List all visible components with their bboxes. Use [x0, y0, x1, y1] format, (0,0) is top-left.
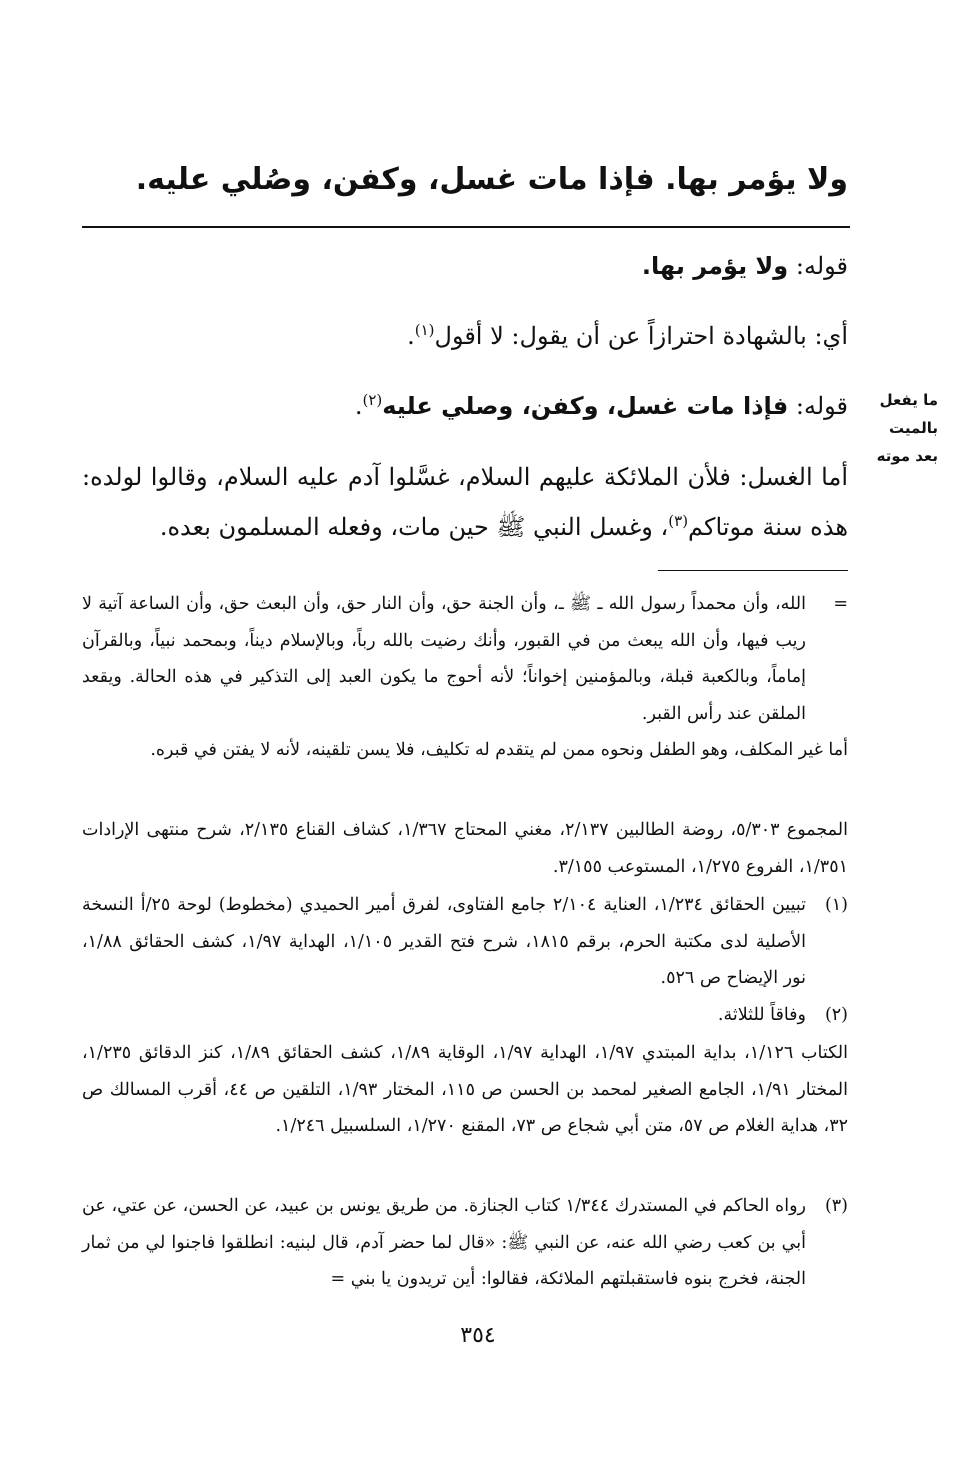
- commentary-line-2: [82, 316, 848, 356]
- footnote-3-text: رواه الحاكم في المستدرك ١/٣٤٤ كتاب الجنازة. من طريق يونس بن عبيد، عن الحسن، عن عتي، عن أبي بن كعب رضي الله عنه، عن النبي ﷺ: «قال لما حضر آدم، قال لبنيه: انطلقوا فاجنوا لي من ثمار الجنة، فخرج بنوه فاستقبلتهم الملائكة، فقالوا: أين تريدون يا بني =: [82, 1196, 806, 1289]
- margin-note-line: بعد موته: [876, 447, 938, 465]
- footnote-ref-2[interactable]: (٢): [362, 391, 383, 409]
- footnote-continuation-refs: المجموع ٥/٣٠٣، روضة الطالبين ٢/١٣٧، مغني المحتاج ١/٣٦٧، كشاف القناع ٢/١٣٥، شرح منتهى الإرادات ١/٣٥١، الفروع ١/٢٧٥، المستوعب ٣/١٥٥.: [82, 820, 848, 877]
- footnote-ref-1[interactable]: (١): [414, 321, 435, 339]
- footnote-separator-rule: [658, 570, 848, 571]
- sentence-end: .: [407, 322, 415, 350]
- quoted-matn: فإذا مات غسل، وكفن، وصلي عليه: [382, 392, 789, 420]
- ghusl-paragraph: [82, 452, 848, 552]
- explanation-text: أي: بالشهادة احترازاً عن أن يقول: لا أقول: [434, 322, 848, 350]
- footnote-continuation: الله، وأن محمداً رسول الله ـ ﷺ ـ، وأن الجنة حق، وأن النار حق، وأن البعث حق، وأن الساعة آتية لا ريب فيها، وأن الله يبعث من في القبور، وأنك رضيت بالله رباً، وبالإسلام ديناً، وبمحمد نبياً، وبالقرآن إماماً، وبالكعبة قبلة، وبالمؤمنين إخواناً؛ لأنه أحوج ما يكون العبد إلى التذكير في هذه الحالة. ويقعد الملقن عند رأس القبر.: [82, 594, 806, 724]
- page-number: ٣٥٤: [460, 1323, 496, 1348]
- margin-note-line: بالميت: [889, 419, 938, 437]
- footnote-1-text: تبيين الحقائق ١/٢٣٤، العناية ٢/١٠٤ جامع الفتاوى، لفرق أمير الحميدي (مخطوط) لوحة ٢٥/أ النسخة الأصلية لدى مكتبة الحرم، برقم ١٨١٥، شرح فتح القدير ١/١٠٥، الهداية ١/٩٧، كشف الحقائق ١/٨٨، نور الإيضاح ص ٥٢٦.: [82, 895, 807, 988]
- paragraph-text: أما الغسل: فلأن الملائكة عليهم السلام، غسَّلوا آدم عليه السلام، وقالوا لولده: هذه سنة موتاكم: [82, 463, 848, 541]
- matn-separator-rule: [82, 226, 850, 228]
- footnote-2-marker: (٢): [824, 1005, 848, 1025]
- commentary-line-1: [82, 246, 848, 286]
- paragraph-text: ، وغسل النبي ﷺ حين مات، وفعله المسلمون بعده.: [159, 513, 669, 541]
- margin-note-line: ما يفعل: [879, 391, 938, 409]
- matn-heading: ولا يؤمر بها. فإذا مات غسل، وكفن، وصُلي عليه.: [135, 162, 848, 197]
- quoted-matn: ولا يؤمر بها.: [641, 252, 789, 280]
- footnote-2-text: وفاقاً للثلاثة.: [717, 1005, 806, 1025]
- footnote-ref-3[interactable]: (٣): [668, 512, 689, 530]
- footnote-1-marker: (١): [824, 895, 848, 915]
- margin-note: [862, 386, 938, 470]
- sentence-end: .: [354, 392, 363, 420]
- footnote-continuation-2: أما غير المكلف، وهو الطفل ونحوه ممن لم يتقدم له تكليف، فلا يسن تلقينه، لأنه لا يفتن في قبره.: [150, 740, 848, 760]
- continuation-marker: =: [833, 594, 848, 614]
- qawluhu-label: قوله:: [788, 392, 848, 420]
- commentary-line-3: [82, 386, 848, 426]
- qawluhu-label: قوله:: [788, 252, 848, 280]
- footnote-2-refs: الكتاب ١/١٢٦، بداية المبتدي ١/٩٧، الهداية ١/٩٧، الوقاية ١/٨٩، كشف الحقائق ١/٨٩، كنز الدقائق ١/٢٣٥، المختار ١/٩١، الجامع الصغير لمحمد بن الحسن ص ١١٥، المختار ١/٩٣، التلقين ص ٤٤، أقرب المسالك ص ٣٢، هداية الغلام ص ٥٧، متن أبي شجاع ص ٧٣، المقنع ١/٢٧٠، السلسبيل ١/٢٤٦.: [82, 1043, 848, 1136]
- footnote-3-marker: (٣): [824, 1196, 848, 1216]
